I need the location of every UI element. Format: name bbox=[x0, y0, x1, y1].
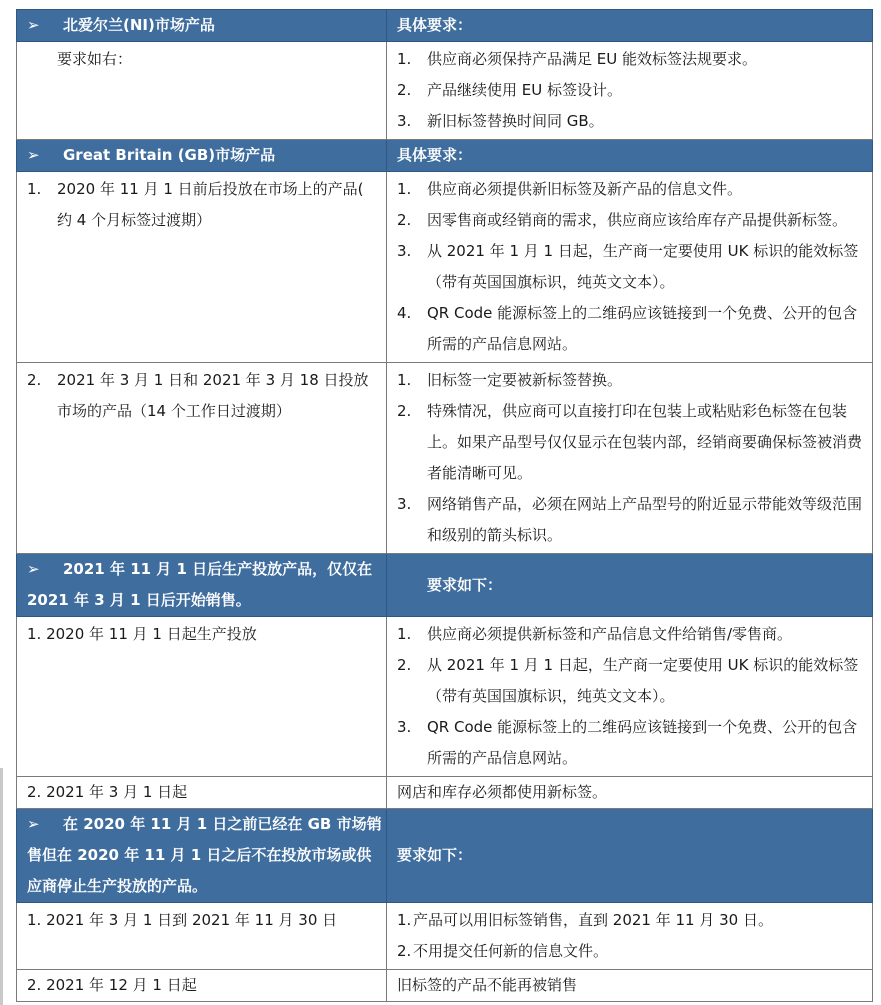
gb-row2-right bbox=[387, 363, 873, 554]
list-item: 1. 供应商必须提供新旧标签及新产品的信息文件。 bbox=[397, 180, 743, 198]
section-2021-title: ➢ 2021 年 11 月 1 日后生产投放产品，仅仅在 2021 年 3 月 1 日后开始销售。 bbox=[17, 554, 387, 617]
left-edge-bar bbox=[0, 768, 3, 1005]
section-ni-header bbox=[17, 10, 873, 42]
table-row bbox=[17, 172, 873, 363]
ni-left-cell: 要求如右： bbox=[17, 42, 387, 140]
table-row bbox=[17, 903, 873, 970]
section-2021-header bbox=[17, 554, 873, 617]
energy-label-requirements-table bbox=[16, 9, 873, 1002]
arrow-bullet-icon: ➢ bbox=[27, 146, 40, 164]
table-row bbox=[17, 777, 873, 809]
list-item: 2. 不用提交任何新的信息文件。 bbox=[397, 942, 609, 960]
table-row bbox=[17, 970, 873, 1002]
section-legacy-title: ➢ 在 2020 年 11 月 1 日之前已经在 GB 市场销售但在 2020 年 11 月 1 日之后不在投放市场或供应商停止生产投放的产品。 bbox=[17, 809, 387, 903]
s3-row1-right bbox=[387, 617, 873, 777]
ni-right-cell bbox=[387, 42, 873, 140]
section-gb-req-title: 具体要求： bbox=[387, 140, 873, 172]
list-item: 3. 新旧标签替换时间同 GB。 bbox=[397, 112, 604, 130]
list-item: 3. 从 2021 年 1 月 1 日起，生产商一定要使用 UK 标识的能效标签（带有英国国旗标识，纯英文文本）。 bbox=[397, 242, 859, 291]
s3-row2-left: 2. 2021 年 3 月 1 日起 bbox=[17, 777, 387, 809]
s3-row1-left: 1. 2020 年 11 月 1 日起生产投放 bbox=[17, 617, 387, 777]
section-gb-title: ➢ Great Britain (GB)市场产品 bbox=[17, 140, 387, 172]
list-item: 4. QR Code 能源标签上的二维码应该链接到一个免费、公开的包含所需的产品信息网站。 bbox=[397, 304, 858, 353]
list-item: 2. 产品继续使用 EU 标签设计。 bbox=[397, 81, 622, 99]
list-item: 1. 供应商必须保持产品满足 EU 能效标签法规要求。 bbox=[397, 50, 757, 68]
arrow-bullet-icon: ➢ bbox=[27, 560, 40, 578]
list-item: 2. 特殊情况，供应商可以直接打印在包装上或粘贴彩色标签在包装上。如果产品型号仅仅显示在包装内部，经销商要确保标签被消费者能清晰可见。 bbox=[397, 402, 863, 482]
section-legacy-header bbox=[17, 809, 873, 903]
section-2021-req-title: 要求如下： bbox=[387, 554, 873, 617]
section-gb-header bbox=[17, 140, 873, 172]
section-legacy-req-title: 要求如下： bbox=[387, 809, 873, 903]
s4-row1-left: 1. 2021 年 3 月 1 日到 2021 年 11 月 30 日 bbox=[17, 903, 387, 970]
list-item: 1. 供应商必须提供新标签和产品信息文件给销售/零售商。 bbox=[397, 625, 793, 643]
list-item: 1. 旧标签一定要被新标签替换。 bbox=[397, 371, 623, 389]
list-item: 3. 网络销售产品，必须在网站上产品型号的附近显示带能效等级范围和级别的箭头标识。 bbox=[397, 495, 863, 544]
gb-row1-right bbox=[387, 172, 873, 363]
section-ni-req-title: 具体要求： bbox=[387, 10, 873, 42]
s4-row2-left: 2. 2021 年 12 月 1 日起 bbox=[17, 970, 387, 1002]
gb-row1-left: 1. 2020 年 11 月 1 日前后投放在市场上的产品( 约 4 个月标签过渡期） bbox=[17, 172, 387, 363]
list-item: 2. 因零售商或经销商的需求，供应商应该给库存产品提供新标签。 bbox=[397, 211, 848, 229]
s4-row2-right: 旧标签的产品不能再被销售 bbox=[387, 970, 873, 1002]
gb-row2-left: 2. 2021 年 3 月 1 日和 2021 年 3 月 18 日投放市场的产品（14 个工作日过渡期） bbox=[17, 363, 387, 554]
list-item: 2. 从 2021 年 1 月 1 日起，生产商一定要使用 UK 标识的能效标签（带有英国国旗标识，纯英文文本）。 bbox=[397, 656, 859, 705]
table-row bbox=[17, 363, 873, 554]
list-item: 3. QR Code 能源标签上的二维码应该链接到一个免费、公开的包含所需的产品信息网站。 bbox=[397, 718, 858, 767]
table-row bbox=[17, 617, 873, 777]
s4-row1-right bbox=[387, 903, 873, 970]
table-row bbox=[17, 42, 873, 140]
s3-row2-right: 网店和库存必须都使用新标签。 bbox=[387, 777, 873, 809]
arrow-bullet-icon: ➢ bbox=[27, 815, 40, 833]
arrow-bullet-icon: ➢ bbox=[27, 16, 40, 34]
list-item: 1. 产品可以用旧标签销售，直到 2021 年 11 月 30 日。 bbox=[397, 911, 773, 929]
section-ni-title: ➢ 北爱尔兰(NI)市场产品 bbox=[17, 10, 387, 42]
